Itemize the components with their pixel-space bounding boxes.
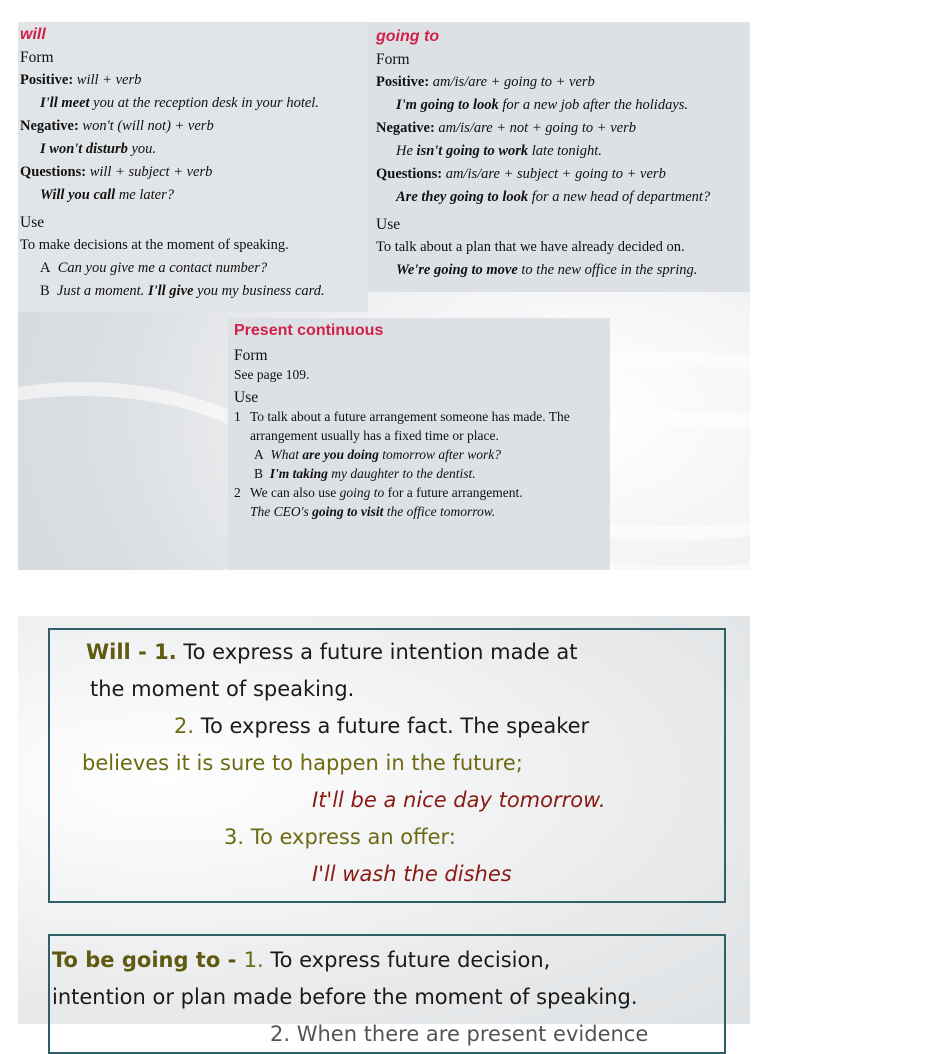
will-example-1: It'll be a nice day tomorrow. [312, 788, 606, 812]
will-use-label: Use [20, 214, 45, 231]
example-text: for a new job after the holidays. [498, 97, 689, 113]
example-bold: isn't going to work [416, 143, 529, 159]
grammar-reference-scan [18, 22, 750, 570]
text: To express a future fact. The speaker [194, 714, 590, 738]
formula: am/is/are + not + going to + verb [434, 120, 636, 136]
example-text: my daughter to the dentist. [327, 466, 476, 481]
will-example-b [20, 280, 368, 303]
will-summary-box [48, 628, 726, 903]
going-use-label: Use [376, 216, 401, 233]
label: Positive: [20, 72, 74, 88]
present-continuous-panel [228, 318, 610, 570]
example-text: What [270, 447, 303, 462]
label: Positive: [376, 74, 430, 90]
going-to-panel [368, 22, 750, 292]
going-negative-rule [376, 117, 746, 140]
will-questions-example [20, 184, 368, 207]
will-use-text: To make decisions at the moment of speaking. [20, 237, 289, 253]
example-text: you my business card. [193, 283, 325, 299]
going-line-1 [50, 942, 724, 979]
example-text: the office tomorrow. [383, 504, 496, 519]
pc-use-label: Use [234, 389, 259, 406]
going-to-summary-box [48, 934, 726, 1054]
pc-example-a [234, 445, 604, 464]
number: 2. [174, 714, 195, 738]
going-form-label: Form [376, 51, 410, 68]
will-line-1 [50, 634, 724, 671]
will-positive-rule [20, 69, 368, 92]
item-text: To talk about a future arrangement someone has made. The arrangement usually has a fixed time or place. [250, 409, 570, 443]
present-continuous-heading: Present continuous [234, 322, 384, 339]
going-use-example [376, 259, 746, 282]
item-text: for a future arrangement. [384, 485, 523, 500]
formula: am/is/are + subject + going to + verb [442, 166, 666, 182]
pc-form-text: See page 109. [234, 367, 310, 382]
will-line-3 [50, 708, 724, 745]
will-positive-example [20, 92, 368, 115]
example-bold: I'll meet [40, 95, 90, 111]
will-negative-example [20, 138, 368, 161]
going-positive-example [376, 94, 746, 117]
going-line-3: 2. When there are present evidence [270, 1022, 649, 1046]
letter: A [254, 447, 264, 462]
item-number: 2 [234, 485, 241, 500]
formula: won't (will not) + verb [78, 118, 214, 134]
example-text: late tonight. [528, 143, 602, 159]
example-bold: I won't disturb [40, 141, 128, 157]
will-example-a [20, 257, 368, 280]
example-bold: are you doing [302, 447, 379, 462]
text: To express future decision, [263, 948, 551, 972]
going-questions-rule [376, 163, 746, 186]
example-bold: We're going to move [396, 262, 518, 278]
going-positive-rule [376, 71, 746, 94]
example-bold: I'm going to look [396, 97, 499, 113]
example-text: Just a moment. [56, 283, 148, 299]
example-text: you at the reception desk in your hotel. [89, 95, 319, 111]
will-questions-rule [20, 161, 368, 184]
item-text: We can also use [250, 485, 340, 500]
going-negative-example [376, 140, 746, 163]
will-negative-rule [20, 115, 368, 138]
pc-form-label: Form [234, 347, 268, 364]
text: To express a future intention made at [176, 640, 578, 664]
formula: will + verb [73, 72, 142, 88]
going-line-2: intention or plan made before the moment of speaking. [52, 985, 638, 1009]
example-text: He [396, 143, 417, 159]
letter: B [40, 283, 50, 299]
example-text: me later? [115, 187, 174, 203]
pc-use-item-2 [234, 483, 604, 502]
will-heading: will [20, 26, 46, 43]
will-line-6: 3. To express an offer: [224, 825, 456, 849]
example-bold: I'll give [147, 283, 194, 299]
will-line-2: the moment of speaking. [90, 677, 355, 701]
letter: A [40, 260, 51, 276]
example-bold: Are they going to look [396, 189, 529, 205]
pc-example-b [234, 464, 604, 483]
will-title: Will - 1. [86, 640, 177, 664]
example-text: Can you give me a contact number? [57, 260, 268, 276]
going-title: To be going to - [52, 948, 244, 972]
item-number: 1 [234, 409, 241, 424]
example-text: you. [127, 141, 157, 157]
example-bold: I'm taking [269, 466, 328, 481]
example-text: tomorrow after work? [378, 447, 502, 462]
going-to-heading: going to [376, 28, 440, 45]
pc-use-item-1 [234, 407, 604, 445]
going-use-text: To talk about a plan that we have already decided on. [376, 239, 685, 255]
will-line-4: believes it is sure to happen in the future; [82, 751, 523, 775]
will-form-label: Form [20, 49, 54, 66]
formula: will + subject + verb [86, 164, 213, 180]
lesson-slide [18, 616, 750, 1046]
label: Negative: [20, 118, 79, 134]
number: 1. [243, 948, 264, 972]
will-example-2: I'll wash the dishes [312, 862, 512, 886]
label: Questions: [376, 166, 443, 182]
item-italic: going to [339, 485, 385, 500]
letter: B [254, 466, 264, 481]
example-text: for a new head of department? [528, 189, 711, 205]
label: Questions: [20, 164, 87, 180]
pc-example-2 [234, 502, 604, 521]
example-text: to the new office in the spring. [517, 262, 698, 278]
example-bold: Will you call [40, 187, 116, 203]
example-text: The CEO's [250, 504, 313, 519]
going-questions-example [376, 186, 746, 209]
label: Negative: [376, 120, 435, 136]
formula: am/is/are + going to + verb [429, 74, 595, 90]
will-panel [18, 22, 368, 312]
example-bold: going to visit [312, 504, 384, 519]
